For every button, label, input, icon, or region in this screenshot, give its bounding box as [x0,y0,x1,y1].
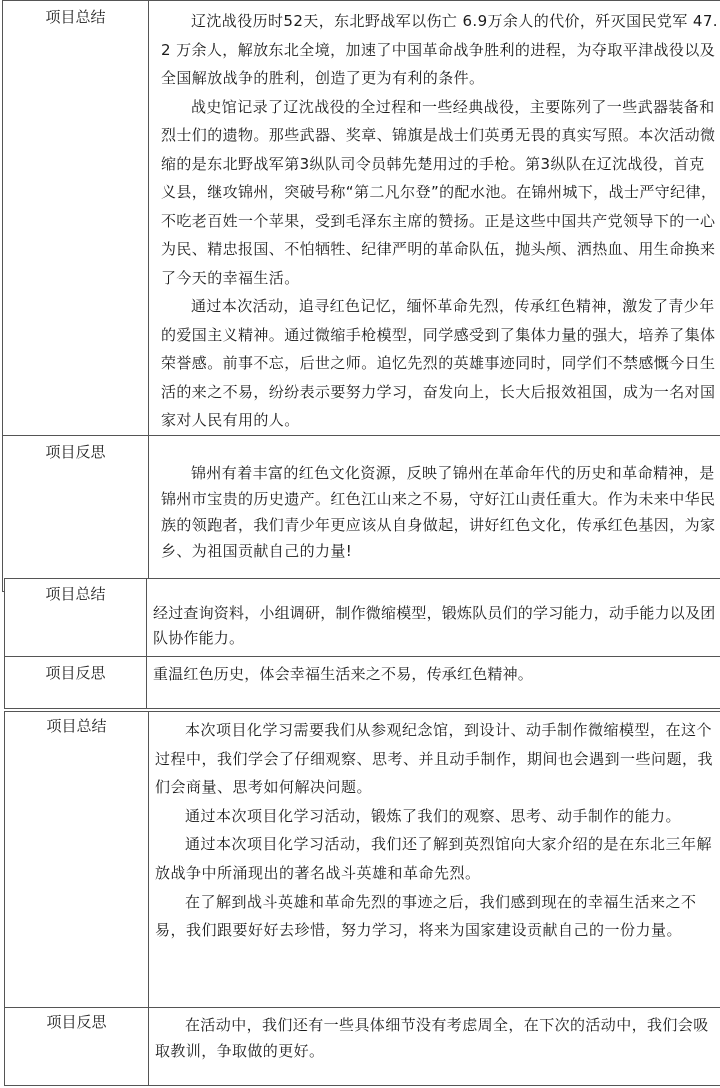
reflection-label: 项目反思 [3,435,149,591]
table-3 [4,711,720,1086]
summary-content [147,579,720,657]
reflection-paragraph: 锦州有着丰富的红色文化资源，反映了锦州在革命年代的历史和革命精神，是锦州市宝贵的历史遗产。红色江山来之不易，守好江山责任重大。作为未来中华民族的领跑者，我们青少年更应该从自身做起，讲好红色文化，传承红色基因，为家乡、为祖国贡献自己的力量! [161,463,716,560]
reflection-content [149,435,720,591]
summary-label: 项目总结 [5,712,149,1008]
reflection-content [147,657,720,709]
summary-label: 项目总结 [5,579,147,657]
summary-content [149,712,720,1008]
reflection-label: 项目反思 [5,1008,149,1086]
summary-label: 项目总结 [3,1,149,436]
reflection-paragraph: 在活动中，我们还有一些具体细节没有考虑周全，在下次的活动中，我们会吸取教训，争取做的更好。 [155,1016,709,1060]
reflection-row [5,657,720,709]
summary-row [5,712,720,1008]
reflection-content [149,1008,720,1086]
summary-paragraph: 经过查询资料，小组调研，制作微缩模型，锻炼队员们的学习能力，动手能力以及团队协作能力。 [153,604,716,647]
summary-paragraph: 本次项目化学习需要我们从参观纪念馆，到设计、动手制作微缩模型，在这个过程中，我们学会了仔细观察、思考、并且动手制作，期间也会遇到一些问题，我们会商量、思考如何解决问题。 [155,721,714,797]
reflection-label: 项目反思 [5,657,147,709]
summary-content [149,1,720,436]
summary-row [5,579,720,657]
table-2 [4,578,720,709]
reflection-paragraph: 重温红色历史，体会幸福生活来之不易，传承红色精神。 [153,665,534,683]
summary-paragraph: 通过本次项目化学习活动，我们还了解到英烈馆向大家介绍的是在东北三年解放战争中所涌现出的著名战斗英雄和革命先烈。 [155,835,713,882]
summary-paragraph: 通过本次活动，追寻红色记忆，缅怀革命先烈，传承红色精神，激发了青少年的爱国主义精神。通过微缩手枪模型，同学感受到了集体力量的强大，培养了集体荣誉感。前事不忘，后世之师。追忆先烈的英雄事迹同时，同学们不禁感慨今日生活的来之不易，纷纷表示要努力学习，奋发向上，长大后报效祖国，成为一名对国家对人民有用的人。 [161,297,716,429]
summary-paragraph: 在了解到战斗英雄和革命先烈的事迹之后，我们感到现在的幸福生活来之不易，我们跟要好好去珍惜，努力学习，将来为国家建设贡献自己的一份力量。 [155,892,697,940]
reflection-row [3,435,720,591]
summary-paragraph: 通过本次项目化学习活动，锻炼了我们的观察、思考、动手制作的能力。 [185,806,682,825]
summary-paragraph: 战史馆记录了辽沈战役的全过程和一些经典战役，主要陈列了一些武器装备和烈士们的遗物。那些武器、奖章、锦旗是战士们英勇无畏的真实写照。本次活动微缩的是东北野战军第3纵队司令员韩先楚用过的手枪。第3纵队在辽沈战役，首克义县，继攻锦州，突破号称“第二凡尔登”的配水池。在锦州城下，战士严守纪律，不吃老百姓一个苹果，受到毛泽东主席的赞扬。正是这些中国共产党领导下的一心为民、精忠报国、不怕牺牲、纪律严明的革命队伍，抛头颅、洒热血、用生命换来了今天的幸福生活。 [161,97,717,287]
summary-paragraph: 辽沈战役历时52天，东北野战军以伤亡 6.9万余人的代价，歼灭国民党军 47.2 万余人，解放东北全境，加速了中国革命战争胜利的进程，为夺取平津战役以及全国解放战争的胜利，创造了更为有利的条件。 [161,12,718,87]
summary-row [3,1,720,436]
table-1 [2,0,720,592]
reflection-row [5,1008,720,1086]
